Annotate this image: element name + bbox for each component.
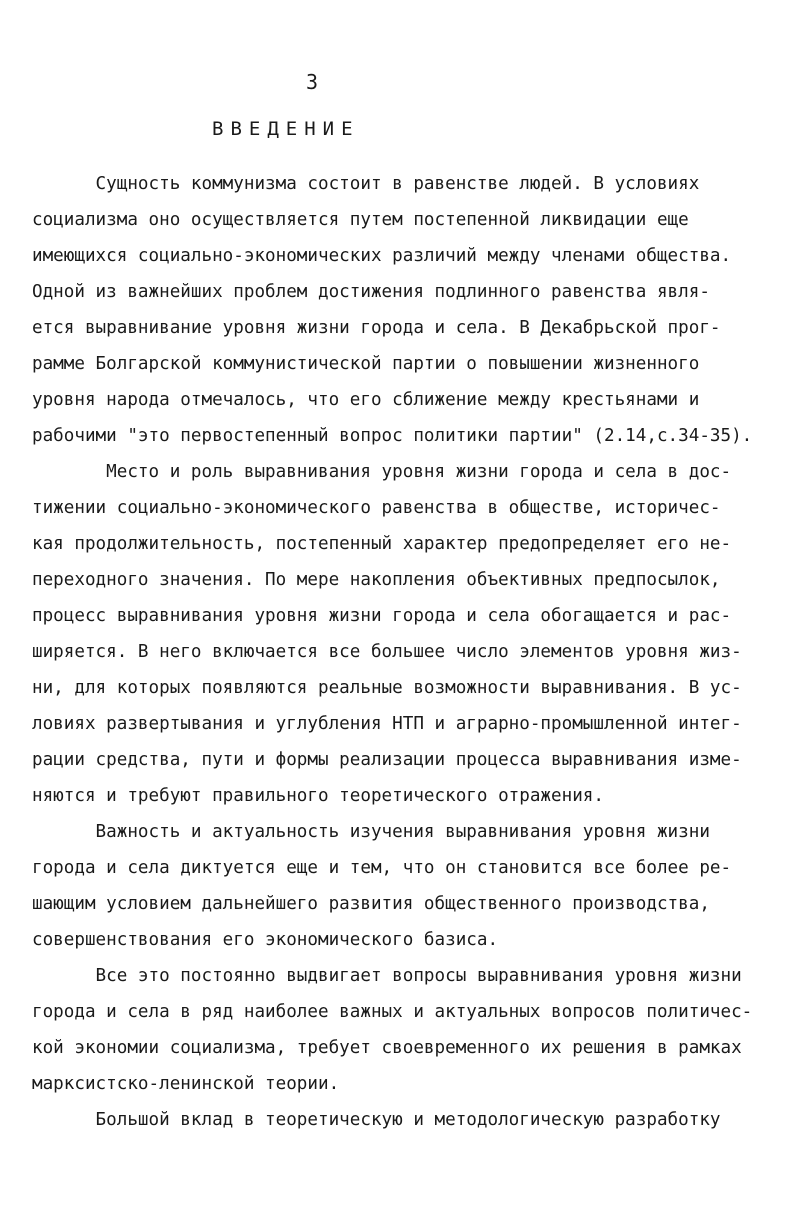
text-line: рабочими "это первостепенный вопрос политики партии" (2.14,с.34-35). [32, 426, 753, 446]
text-line: Большой вклад в теоретическую и методологическую разработку [32, 1110, 721, 1130]
text-line: шающим условием дальнейшего развития общественного производства, [32, 894, 710, 914]
text-line: ловиях развертывания и углубления НТП и аграрно-промышленной интег- [32, 714, 742, 734]
text-line: Сущность коммунизма состоит в равенстве людей. В условиях [32, 174, 700, 194]
text-line: города и села диктуется еще и тем, что он становится все более ре- [32, 858, 732, 878]
text-line: совершенствования его экономического базиса. [32, 930, 499, 950]
text-line: ширяется. В него включается все большее число элементов уровня жиз- [32, 642, 742, 662]
text-line: имеющихся социально-экономических различий между членами общества. [32, 246, 732, 266]
text-line: Важность и актуальность изучения выравнивания уровня жизни [32, 822, 710, 842]
text-line: няются и требуют правильного теоретического отражения. [32, 786, 604, 806]
text-line: марксистско-ленинской теории. [32, 1074, 340, 1094]
text-line: Одной из важнейших проблем достижения подлинного равенства явля- [32, 282, 710, 302]
page-number: 3 [306, 70, 319, 94]
text-line: города и села в ряд наиболее важных и актуальных вопросов политичес- [32, 1002, 753, 1022]
text-line: уровня народа отмечалось, что его сближение между крестьянами и [32, 390, 700, 410]
text-line: социализма оно осуществляется путем постепенной ликвидации еще [32, 210, 689, 230]
text-line: рамме Болгарской коммунистической партии о повышении жизненного [32, 354, 700, 374]
text-line: тижении социально-экономического равенства в обществе, историчес- [32, 498, 721, 518]
text-line: процесс выравнивания уровня жизни города и села обогащается и рас- [32, 606, 732, 626]
text-line: рации средства, пути и формы реализации процесса выравнивания изме- [32, 750, 742, 770]
text-line: Все это постоянно выдвигает вопросы выравнивания уровня жизни [32, 966, 742, 986]
text-line: Место и роль выравнивания уровня жизни города и села в дос- [32, 462, 732, 482]
text-line: переходного значения. По мере накопления объективных предпосылок, [32, 570, 721, 590]
text-line: ется выравнивание уровня жизни города и села. В Декабрьской прог- [32, 318, 721, 338]
text-line: кой экономии социализма, требует своевременного их решения в рамках [32, 1038, 742, 1058]
page-title: ВВЕДЕНИЕ [212, 118, 360, 140]
text-line: кая продолжительность, постепенный характер предопределяет его не- [32, 534, 732, 554]
text-line: ни, для которых появляются реальные возможности выравнивания. В ус- [32, 678, 742, 698]
